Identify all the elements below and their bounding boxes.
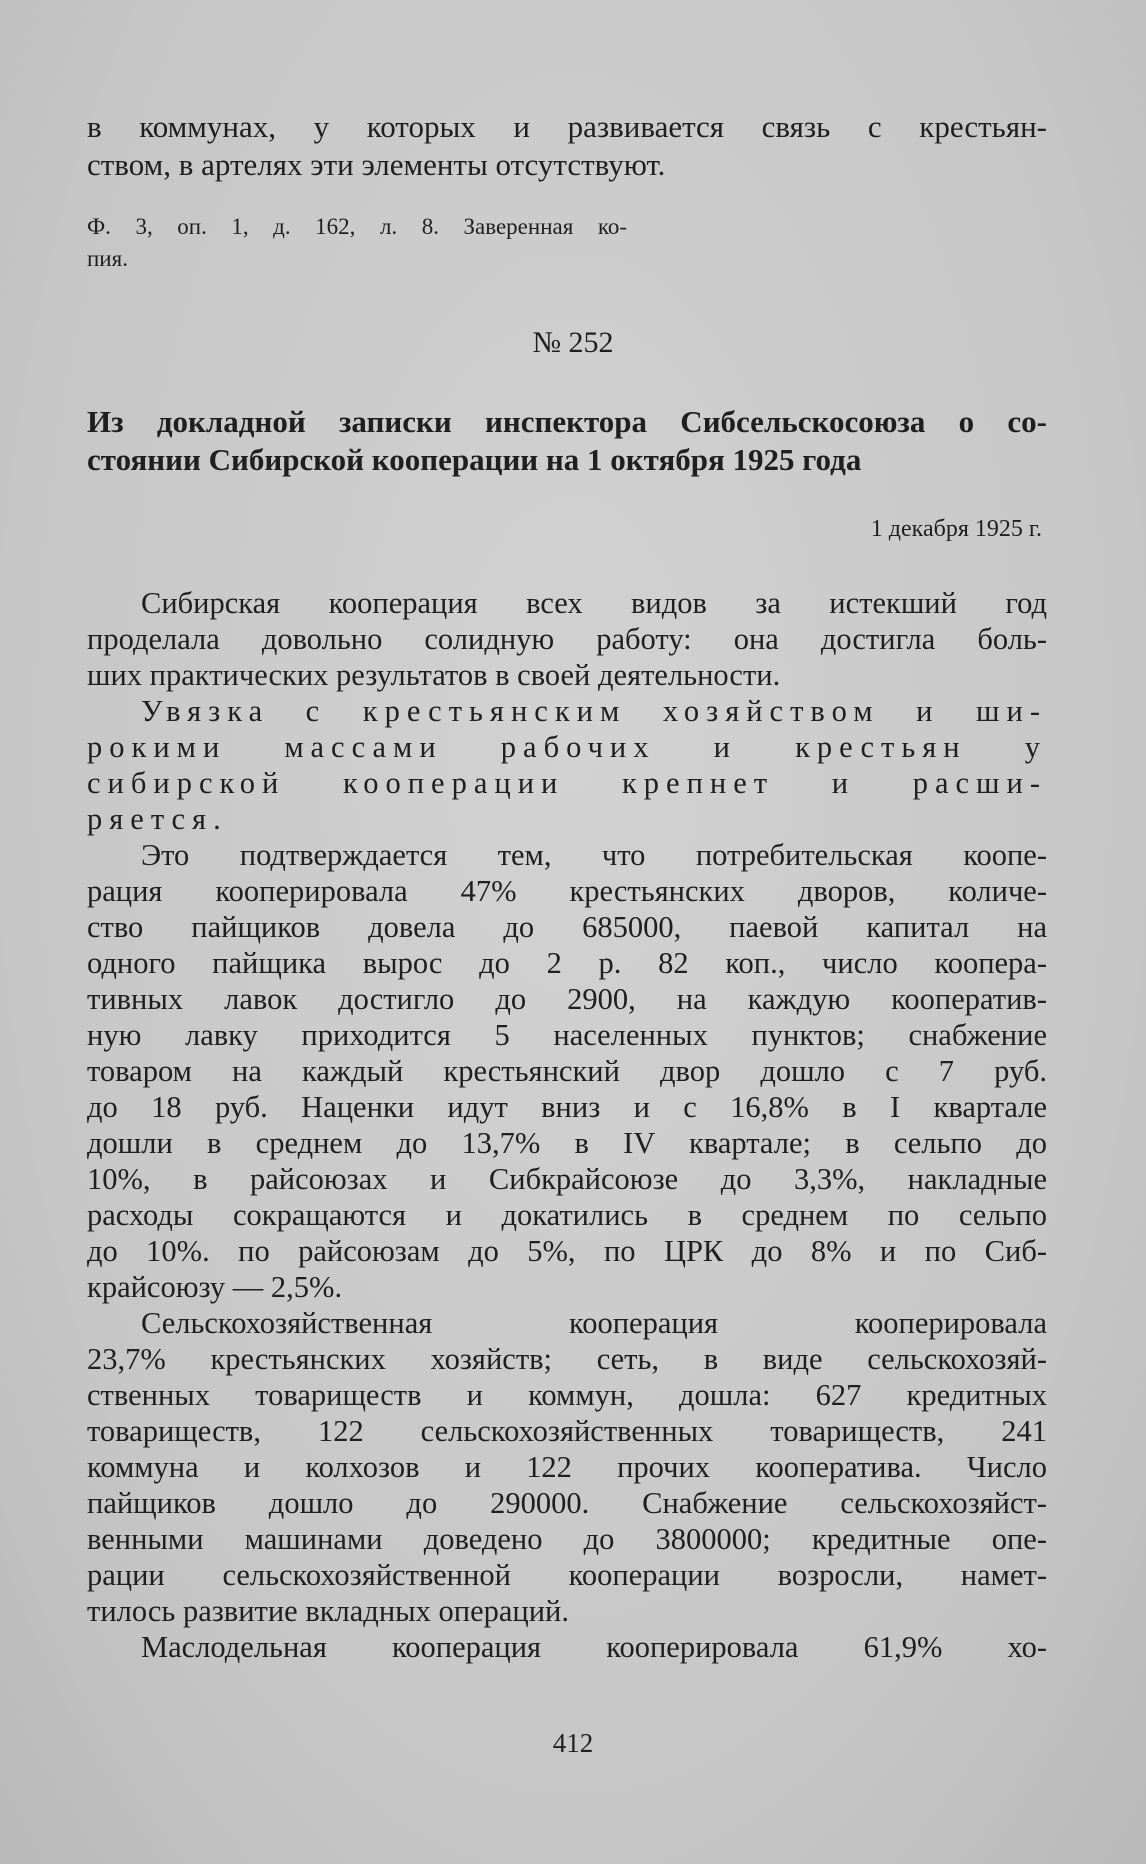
body-line: Сельскохозяйственная кооперация кооперировала [141, 1306, 1047, 1340]
body-line: пайщиков дошло до 290000. Снабжение сельскохозяйст- [87, 1486, 1047, 1520]
body-line: рация кооперировала 47% крестьянских дворов, количе- [87, 874, 1047, 908]
body-line-spaced: Увязка с крестьянским хозяйством и ши- [141, 694, 1047, 728]
body-line: ство пайщиков довела до 685000, паевой капитал на [87, 910, 1047, 944]
body-line: Сибирская кооперация всех видов за истекший год [141, 586, 1047, 620]
body-line: товаром на каждый крестьянский двор дошло с 7 руб. [87, 1054, 1047, 1088]
body-line: 10%, в райсоюзах и Сибкрайсоюзе до 3,3%, накладные [87, 1162, 1047, 1196]
page-number: 412 [552, 1728, 594, 1758]
body-line: Маслодельная кооперация кооперировала 61,9% хо- [141, 1630, 1047, 1664]
text-line: в коммунах, у которых и развивается связь с крестьян- [87, 109, 1047, 144]
body-line: дошли в среднем до 13,7% в IV квартале; в сельпо до [87, 1126, 1047, 1160]
body-line: товариществ, 122 сельскохозяйственных товариществ, 241 [87, 1414, 1047, 1448]
body-line: ших практических результатов в своей деятельности. [87, 658, 781, 692]
body-line-spaced: ряется. [87, 802, 228, 836]
body-line: до 18 руб. Наценки идут вниз и с 16,8% в I квартале [87, 1090, 1047, 1124]
body-line-spaced: рокими массами рабочих и крестьян у [87, 730, 1047, 764]
document-date: 1 декабря 1925 г. [870, 516, 1042, 542]
body-line: ственных товариществ и коммун, дошла: 627 кредитных [87, 1378, 1047, 1412]
body-line: расходы сокращаются и докатились в среднем по сельпо [87, 1198, 1047, 1232]
body-line: рации сельскохозяйственной кооперации возросли, намет- [87, 1558, 1047, 1592]
body-line: до 10%. по райсоюзам до 5%, по ЦРК до 8% и по Сиб- [87, 1234, 1047, 1268]
text-line: ством, в артелях эти элементы отсутствуют. [87, 147, 666, 182]
body-line-spaced: сибирской кооперации крепнет и расши- [87, 766, 1047, 800]
body-line: тивных лавок достигло до 2900, на каждую кооператив- [87, 982, 1047, 1016]
archive-source-note [87, 211, 627, 275]
body-line: одного пайщика вырос до 2 р. 82 коп., число коопера- [87, 946, 1047, 980]
document-body [87, 585, 1047, 1665]
title-line: стоянии Сибирской кооперации на 1 октября 1925 года [87, 442, 862, 477]
body-line: Это подтверждается тем, что потребительская коопе- [141, 838, 1047, 872]
previous-document-ending [87, 108, 1047, 184]
body-line: тилось развитие вкладных операций. [87, 1594, 569, 1628]
body-line: 23,7% крестьянских хозяйств; сеть, в виде сельскохозяй- [87, 1342, 1047, 1376]
body-line: крайсоюзу — 2,5%. [87, 1270, 343, 1304]
body-line: коммуна и колхозов и 122 прочих кооператива. Число [87, 1450, 1047, 1484]
body-line: венными машинами доведено до 3800000; кредитные опе- [87, 1522, 1047, 1556]
body-line: проделала довольно солидную работу: она достигла боль- [87, 622, 1047, 656]
text-line: Ф. 3, оп. 1, д. 162, л. 8. Заверенная ко- [87, 214, 627, 239]
document-title [87, 403, 1047, 479]
body-line: ную лавку приходится 5 населенных пунктов; снабжение [87, 1018, 1047, 1052]
text-line: пия. [87, 246, 128, 271]
title-line: Из докладной записки инспектора Сибсельскосоюза о со- [87, 404, 1047, 439]
document-number: № 252 [532, 326, 614, 359]
